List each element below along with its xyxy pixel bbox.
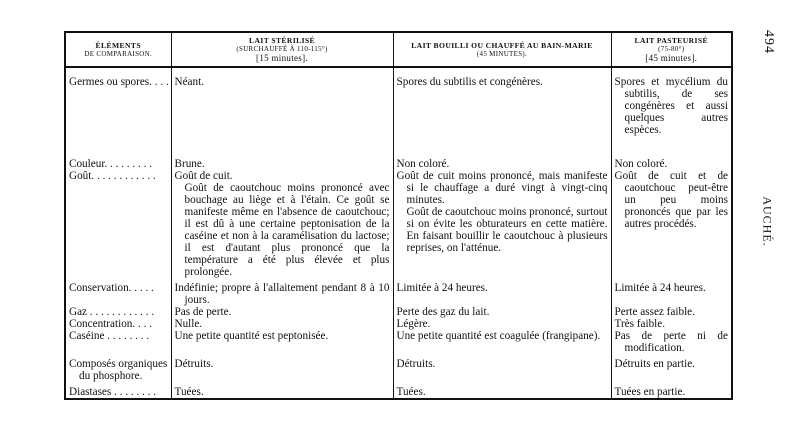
page-number: 494 xyxy=(761,30,776,54)
cell-bouilli: Goût de cuit moins prononcé, mais manifeste si le chauffage a duré vingt à vingt-cinq minutes. Goût de caoutchouc moins prononcé, surtout si on évite les obturateurs en cette matière. En faisant bouillir le caoutchouc à plusieurs reprises, on l'atténue. xyxy=(393,170,611,282)
cell-sterilise: Pas de perte. xyxy=(171,306,393,318)
header-elements: ÉLÉMENTS DE COMPARAISON. xyxy=(65,32,171,67)
running-head: AUCHÉ. xyxy=(760,196,775,247)
header-pasteurise: LAIT PASTEURISÉ (75-80°) [45 minutes]. xyxy=(611,32,732,67)
cell-element: Conservation. . . . . xyxy=(65,282,171,306)
cell-pasteurise: Très faible. xyxy=(611,318,732,330)
table-row xyxy=(65,306,732,318)
table-body xyxy=(65,67,732,399)
cell-bouilli: Perte des gaz du lait. xyxy=(393,306,611,318)
table-row xyxy=(65,330,732,358)
cell-sterilise: Goût de cuit. Goût de caoutchouc moins prononcé avec bouchage au liège et à l'étain. Ce goût se manifeste même en l'absence de caoutchouc; il est dû à une certaine peptonisation de la caséine et non à la caramélisation du lactose; il est d'autant plus prononcé que la température a été plus élevée et plus prolongée. xyxy=(171,170,393,282)
table-row xyxy=(65,318,732,330)
cell-bouilli: Tuées. xyxy=(393,386,611,399)
comparison-table xyxy=(64,31,733,400)
cell-pasteurise: Limitée à 24 heures. xyxy=(611,282,732,306)
cell-sterilise: Détruits. xyxy=(171,358,393,386)
cell-pasteurise: Détruits en partie. xyxy=(611,358,732,386)
cell-pasteurise: Non coloré. xyxy=(611,148,732,170)
cell-pasteurise: Perte assez faible. xyxy=(611,306,732,318)
cell-sterilise: Brune. xyxy=(171,148,393,170)
cell-pasteurise: Goût de cuit et de caoutchouc peut-être un peu moins prononcés que par les autres procédés. xyxy=(611,170,732,282)
table-header-row xyxy=(65,32,732,67)
cell-bouilli: Détruits. xyxy=(393,358,611,386)
cell-element: Diastases . . . . . . . . xyxy=(65,386,171,399)
cell-bouilli: Une petite quantité est coagulée (frangipane). xyxy=(393,330,611,358)
cell-element: Concentration. . . . xyxy=(65,318,171,330)
header-bouilli: LAIT BOUILLI OU CHAUFFÉ AU BAIN-MARIE (45 MINUTES). xyxy=(393,32,611,67)
cell-sterilise: Une petite quantité est peptonisée. xyxy=(171,330,393,358)
cell-pasteurise: Spores et mycélium du subtilis, de ses congénères et aussi quelques autres espèces. xyxy=(611,67,732,148)
table-row xyxy=(65,386,732,399)
cell-pasteurise: Pas de perte ni de modification. xyxy=(611,330,732,358)
table-row xyxy=(65,282,732,306)
cell-bouilli: Non coloré. xyxy=(393,148,611,170)
table-row xyxy=(65,148,732,170)
cell-sterilise: Néant. xyxy=(171,67,393,148)
cell-bouilli: Limitée à 24 heures. xyxy=(393,282,611,306)
cell-element: Gaz . . . . . . . . . . . . xyxy=(65,306,171,318)
cell-sterilise: Nulle. xyxy=(171,318,393,330)
table-row xyxy=(65,358,732,386)
table-row xyxy=(65,170,732,282)
cell-pasteurise: Tuées en partie. xyxy=(611,386,732,399)
cell-sterilise: Indéfinie; propre à l'allaitement pendant 8 à 10 jours. xyxy=(171,282,393,306)
header-sterilise: LAIT STÉRILISÉ (SURCHAUFFÉ À 110-115°) [15 minutes]. xyxy=(171,32,393,67)
cell-element: Composés organiques du phosphore. xyxy=(65,358,171,386)
cell-bouilli: Spores du subtilis et congénères. xyxy=(393,67,611,148)
cell-element: Couleur. . . . . . . . . xyxy=(65,148,171,170)
cell-element: Goût. . . . . . . . . . . . xyxy=(65,170,171,282)
cell-bouilli: Légère. xyxy=(393,318,611,330)
table-row xyxy=(65,67,732,148)
cell-element: Caséine . . . . . . . . xyxy=(65,330,171,358)
cell-element: Germes ou spores. . . . xyxy=(65,67,171,148)
cell-sterilise: Tuées. xyxy=(171,386,393,399)
